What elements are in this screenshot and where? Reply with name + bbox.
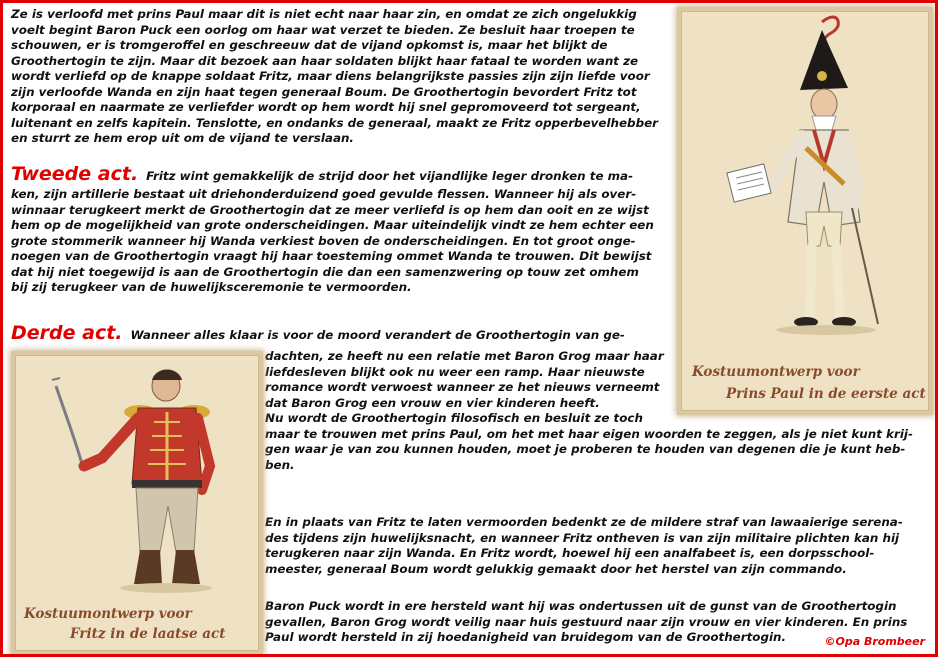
act2-line: ken, zijn artillerie bestaat uit driehonderduizend goed gevulde flessen. Wanneer hij als over- bbox=[11, 187, 637, 201]
act2-line: bij zij terugkeer van de huwelijksceremonie te vermoorden. bbox=[11, 280, 412, 294]
resolution-line: meester, generaal Boum wordt gelukkig gemaakt door het herstel van zijn commando. bbox=[265, 561, 847, 576]
act3-line: maar te trouwen met prins Paul, om het met haar eigen woorden te zeggen, als je niet kunt krij- bbox=[265, 426, 913, 441]
act3-first-line: Wanneer alles klaar is voor de moord verandert de Groothertogin van ge- bbox=[130, 328, 625, 342]
act3-line: gen waar je van zou kunnen houden, moet je proberen te houden van degenen die je kunt heb- bbox=[265, 442, 906, 456]
ending-line: Paul wordt hersteld in zij hoedanigheid van bruidegom van de Groothertogin. bbox=[265, 630, 787, 644]
costume-card-fritz bbox=[15, 355, 259, 651]
act2-line: grote stommerik wanneer hij Wanda verkiest boven de onderscheidingen. En tot groot onge- bbox=[11, 233, 636, 248]
intro-line: zijn verloofde Wanda en zijn haat tegen generaal Boum. De Groothertogin bevordert Fritz tot bbox=[11, 84, 637, 99]
act2-line: noegen van de Groothertogin vraagt hij haar toesteming ommet Wanda te trouwen. Dit bewijst bbox=[11, 249, 652, 263]
resolution-line: En in plaats van Fritz te laten vermoorden bedenkt ze de mildere straf van lawaaierige serena- bbox=[265, 515, 903, 529]
resolution-line: des tijdens zijn huwelijksnacht, en wanneer Fritz ontheven is van zijn militaire plichten kan hij bbox=[265, 530, 900, 545]
prins-paul-illustration bbox=[682, 12, 928, 342]
act3-heading-line bbox=[11, 321, 671, 347]
act3-line: Nu wordt de Groothertogin filosofisch en besluit ze toch bbox=[265, 411, 643, 425]
intro-line: Groothertogin te zijn. Maar dit bezoek aan haar soldaten blijkt haar fataal te worden want ze bbox=[11, 53, 639, 68]
costume-card-prins-paul bbox=[681, 11, 929, 411]
copyright-notice: ©Opa Brombeer bbox=[824, 635, 925, 648]
intro-line: Ze is verloofd met prins Paul maar dit is niet echt naar haar zin, en omdat ze zich ongelukkig bbox=[11, 7, 637, 21]
ending-line: gevallen, Baron Grog wordt veilig naar huis gestuurd naar zijn vrouw en vier kinderen. En prins bbox=[265, 614, 908, 629]
resolution-paragraph bbox=[265, 515, 929, 577]
intro-line: luitenant en zelfs kapitein. Tenslotte, en ondanks de generaal, maakt ze Fritz opperbevelhebber bbox=[11, 115, 659, 130]
act3-line: romance wordt verwoest wanneer ze het nieuws verneemt bbox=[265, 380, 660, 394]
act3-line: dat Baron Grog een vrouw en vier kinderen heeft. bbox=[265, 395, 600, 410]
fritz-caption-line2: Fritz in de laatse act bbox=[70, 626, 226, 642]
resolution-line: terugkeren naar zijn Wanda. En Fritz wordt, hoewel hij een analfabeet is, een dorpsschool- bbox=[265, 546, 875, 560]
act2-first-line: Fritz wint gemakkelijk de strijd door het vijandlijke leger dronken te ma- bbox=[146, 169, 634, 183]
intro-line: schouwen, er is tromgeroffel en geschreeuw dat de vijand opkomst is, maar het blijkt de bbox=[11, 38, 608, 52]
act2-heading: Tweede act. bbox=[11, 163, 139, 185]
act3-line: dachten, ze heeft nu een relatie met Baron Grog maar haar bbox=[265, 349, 664, 363]
intro-line: en sturrt ze hem erop uit om de vijand te verslaan. bbox=[11, 131, 354, 145]
prins-paul-caption-line1: Kostuumontwerp voor bbox=[692, 364, 860, 380]
act3-line: liefdesleven blijkt ook nu weer een ramp. Haar nieuwste bbox=[265, 364, 645, 379]
intro-line: wordt verliefd op de knappe soldaat Fritz, maar diens belangrijkste passies zijn zijn liefde voor bbox=[11, 69, 650, 83]
prins-paul-caption-line2: Prins Paul in de eerste act bbox=[726, 386, 926, 402]
act3-line: ben. bbox=[265, 457, 295, 472]
act2-paragraph bbox=[11, 163, 665, 296]
fritz-illustration bbox=[16, 356, 258, 596]
intro-line: voelt begint Baron Puck een oorlog om haar wat verzet te bieden. Ze besluit haar troepen te bbox=[11, 22, 635, 37]
ending-line: Baron Puck wordt in ere hersteld want hij was ondertussen uit de gunst van de Groothertogin bbox=[265, 599, 897, 613]
intro-line: korporaal en naarmate ze verliefder wordt op hem wordt hij snel gepromoveerd tot sergeant, bbox=[11, 100, 641, 114]
fritz-caption-line1: Kostuumontwerp voor bbox=[24, 606, 192, 622]
act2-line: dat hij niet toegewijd is aan de Groothertogin die dan een samenzwering op touw zet omhem bbox=[11, 264, 639, 279]
act2-line: hem op de mogelijkheid van grote onderscheidingen. Maar uiteindelijk vindt ze hem echter een bbox=[11, 218, 654, 232]
act2-line: winnaar terugkeert merkt de Groothertogin dat ze meer verliefd is op hem dan ooit en ze wijst bbox=[11, 202, 649, 217]
intro-paragraph bbox=[11, 7, 665, 147]
act3-heading: Derde act. bbox=[11, 322, 123, 344]
